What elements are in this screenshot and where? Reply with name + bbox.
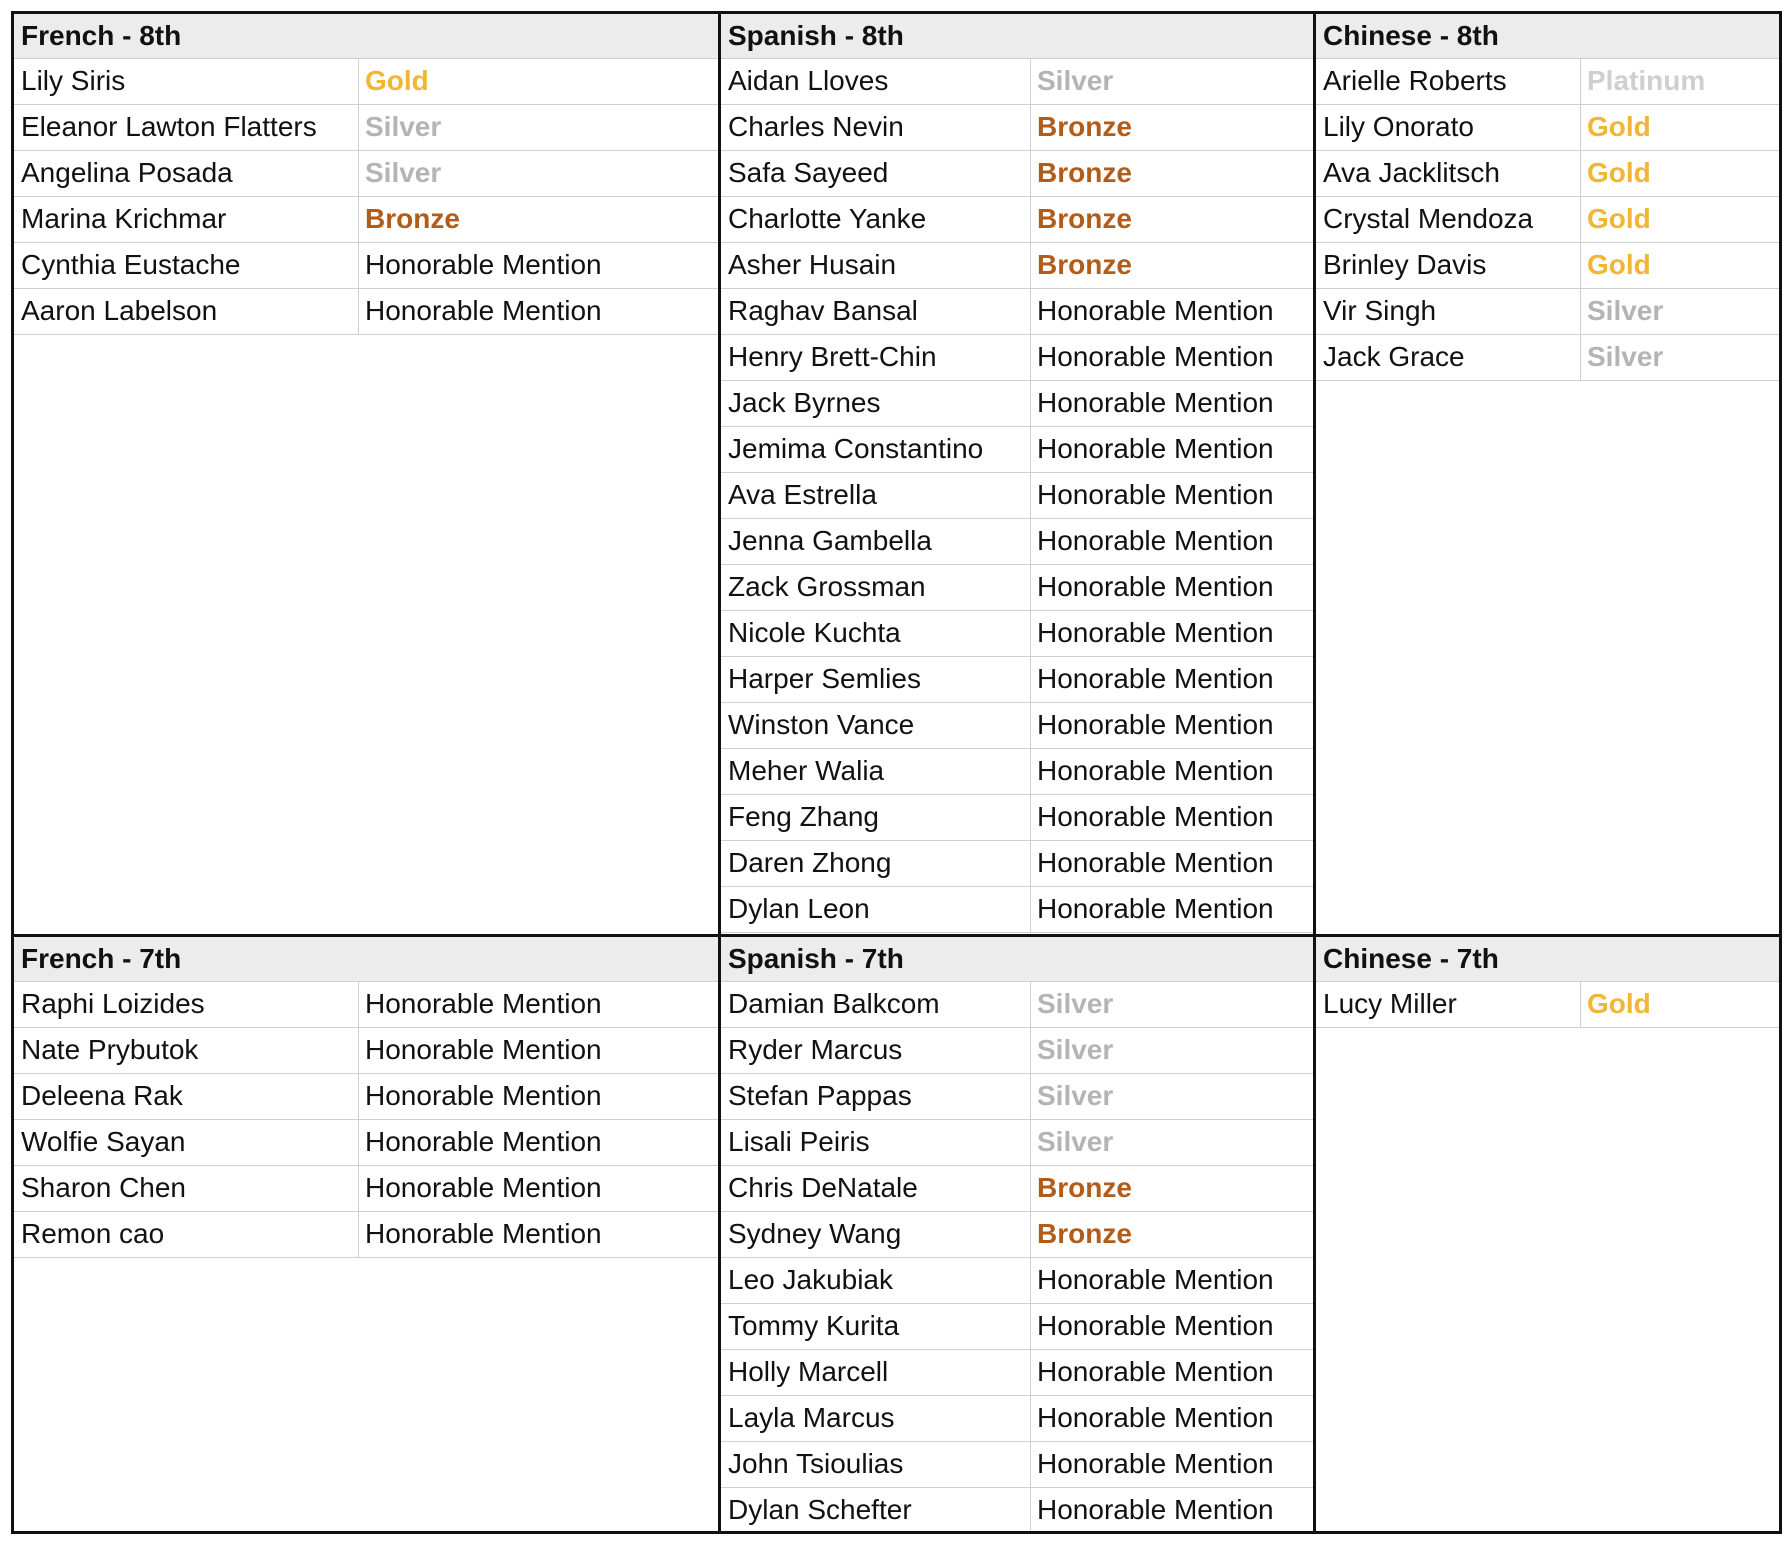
award-label: Silver	[365, 111, 442, 142]
student-name: Zack Grossman	[728, 571, 926, 602]
student-name: Ava Estrella	[728, 479, 877, 510]
column-divider	[1030, 749, 1031, 794]
award-label: Silver	[1037, 1126, 1114, 1157]
column-divider	[358, 59, 359, 104]
column-divider	[1030, 59, 1031, 104]
award-label: Silver	[1037, 1080, 1114, 1111]
student-name: Lily Siris	[21, 65, 126, 96]
table-row	[720, 749, 1315, 795]
student-name: John Tsioulias	[728, 1448, 904, 1479]
column-divider	[1030, 243, 1031, 288]
award-label: Honorable Mention	[365, 988, 602, 1019]
table-row	[720, 1166, 1315, 1212]
award-label: Bronze	[1037, 1172, 1132, 1203]
column-divider	[358, 1074, 359, 1119]
section-french-7th	[13, 936, 720, 1532]
table-row	[720, 151, 1315, 197]
divider-vertical-2	[1313, 11, 1316, 1534]
award-label: Honorable Mention	[1037, 893, 1274, 924]
divider-vertical-1	[718, 11, 721, 1534]
column-divider	[1030, 1488, 1031, 1533]
column-divider	[1030, 1074, 1031, 1119]
table-row	[1315, 335, 1781, 381]
column-divider	[1580, 105, 1581, 150]
student-name: Daren Zhong	[728, 847, 892, 878]
section-title: Spanish - 8th	[720, 13, 1315, 59]
table-row	[13, 59, 720, 105]
table-row	[720, 335, 1315, 381]
award-label: Honorable Mention	[1037, 1494, 1274, 1525]
student-name: Arielle Roberts	[1323, 65, 1507, 96]
student-name: Jack Byrnes	[728, 387, 881, 418]
table-row	[1315, 105, 1781, 151]
award-label: Platinum	[1587, 65, 1706, 96]
table-row	[720, 197, 1315, 243]
section-chinese-8th	[1315, 13, 1781, 936]
table-row	[720, 795, 1315, 841]
table-row	[13, 197, 720, 243]
divider-horizontal	[11, 934, 1782, 937]
table-row	[13, 1166, 720, 1212]
table-row	[720, 105, 1315, 151]
student-name: Jemima Constantino	[728, 433, 984, 464]
award-label: Bronze	[1037, 157, 1132, 188]
column-divider	[1580, 289, 1581, 334]
column-divider	[1580, 197, 1581, 242]
student-name: Leo Jakubiak	[728, 1264, 894, 1295]
student-name: Henry Brett-Chin	[728, 341, 937, 372]
award-label: Honorable Mention	[1037, 847, 1274, 878]
award-label: Honorable Mention	[1037, 341, 1274, 372]
student-name: Deleena Rak	[21, 1080, 183, 1111]
table-row	[720, 59, 1315, 105]
student-name: Angelina Posada	[21, 157, 233, 188]
student-name: Lucy Miller	[1323, 988, 1457, 1019]
table-row	[720, 982, 1315, 1028]
award-label: Honorable Mention	[1037, 433, 1274, 464]
student-name: Jenna Gambella	[728, 525, 932, 556]
student-name: Jack Grace	[1323, 341, 1465, 372]
award-label: Honorable Mention	[1037, 1264, 1274, 1295]
table-row	[720, 243, 1315, 289]
table-row	[720, 1074, 1315, 1120]
table-row	[720, 1396, 1315, 1442]
award-label: Honorable Mention	[365, 1080, 602, 1111]
student-name: Tommy Kurita	[728, 1310, 900, 1341]
award-label: Honorable Mention	[1037, 1448, 1274, 1479]
award-label: Silver	[1037, 988, 1114, 1019]
column-divider	[358, 1028, 359, 1073]
student-name: Aidan Lloves	[728, 65, 889, 96]
section-title: Chinese - 8th	[1315, 13, 1781, 59]
border-top	[11, 11, 1782, 14]
table-row	[13, 1120, 720, 1166]
table-row	[720, 1258, 1315, 1304]
column-divider	[1030, 1120, 1031, 1165]
section-title: Spanish - 7th	[720, 936, 1315, 982]
column-divider	[358, 1166, 359, 1211]
student-name: Lily Onorato	[1323, 111, 1474, 142]
table-row	[720, 657, 1315, 703]
table-row	[720, 1442, 1315, 1488]
award-label: Honorable Mention	[365, 1126, 602, 1157]
student-name: Marina Krichmar	[21, 203, 227, 234]
column-divider	[1030, 841, 1031, 886]
award-label: Silver	[365, 157, 442, 188]
table-row	[720, 1120, 1315, 1166]
section-spanish-8th	[720, 13, 1315, 936]
table-row	[1315, 59, 1781, 105]
student-name: Ryder Marcus	[728, 1034, 903, 1065]
column-divider	[1030, 1028, 1031, 1073]
section-title: French - 8th	[13, 13, 720, 59]
award-label: Honorable Mention	[1037, 387, 1274, 418]
column-divider	[358, 1212, 359, 1257]
student-name: Layla Marcus	[728, 1402, 895, 1433]
table-row	[720, 841, 1315, 887]
award-label: Honorable Mention	[1037, 1402, 1274, 1433]
student-name: Raphi Loizides	[21, 988, 205, 1019]
table-row	[13, 1074, 720, 1120]
student-name: Eleanor Lawton Flatters	[21, 111, 317, 142]
column-divider	[358, 289, 359, 334]
award-label: Honorable Mention	[1037, 571, 1274, 602]
table-row	[13, 1212, 720, 1258]
column-divider	[1580, 59, 1581, 104]
column-divider	[358, 105, 359, 150]
section-title: French - 7th	[13, 936, 720, 982]
award-label: Bronze	[1037, 111, 1132, 142]
column-divider	[1030, 795, 1031, 840]
student-name: Aaron Labelson	[21, 295, 218, 326]
column-divider	[1030, 473, 1031, 518]
column-divider	[1030, 335, 1031, 380]
table-row	[720, 611, 1315, 657]
table-row	[720, 887, 1315, 933]
table-row	[720, 1212, 1315, 1258]
table-row	[720, 381, 1315, 427]
column-divider	[1580, 243, 1581, 288]
award-label: Gold	[1587, 203, 1651, 234]
student-name: Remon cao	[21, 1218, 165, 1249]
column-divider	[1030, 519, 1031, 564]
award-label: Silver	[1587, 341, 1664, 372]
award-label: Gold	[1587, 249, 1651, 280]
student-name: Charles Nevin	[728, 111, 904, 142]
student-name: Meher Walia	[728, 755, 885, 786]
table-row	[720, 519, 1315, 565]
student-name: Asher Husain	[728, 249, 897, 280]
award-label: Silver	[1037, 65, 1114, 96]
award-label: Bronze	[1037, 203, 1132, 234]
table-row	[1315, 197, 1781, 243]
border-right	[1779, 11, 1782, 1534]
column-divider	[1030, 1258, 1031, 1303]
student-name: Wolfie Sayan	[21, 1126, 186, 1157]
column-divider	[1030, 427, 1031, 472]
student-name: Dylan Schefter	[728, 1494, 912, 1525]
student-name: Nicole Kuchta	[728, 617, 901, 648]
award-label: Bronze	[1037, 249, 1132, 280]
award-label: Bronze	[1037, 1218, 1132, 1249]
student-name: Brinley Davis	[1323, 249, 1487, 280]
student-name: Holly Marcell	[728, 1356, 889, 1387]
column-divider	[358, 982, 359, 1027]
column-divider	[1580, 335, 1581, 380]
table-row	[720, 1488, 1315, 1534]
award-label: Honorable Mention	[365, 295, 602, 326]
column-divider	[1030, 982, 1031, 1027]
student-name: Dylan Leon	[728, 893, 870, 924]
award-label: Gold	[1587, 111, 1651, 142]
table-row	[1315, 151, 1781, 197]
table-row	[720, 565, 1315, 611]
table-row	[720, 703, 1315, 749]
student-name: Crystal Mendoza	[1323, 203, 1534, 234]
column-divider	[1030, 1396, 1031, 1441]
award-label: Honorable Mention	[1037, 617, 1274, 648]
student-name: Vir Singh	[1323, 295, 1437, 326]
column-divider	[1030, 105, 1031, 150]
column-divider	[1030, 1212, 1031, 1257]
table-row	[1315, 289, 1781, 335]
award-label: Honorable Mention	[1037, 479, 1274, 510]
award-label: Honorable Mention	[365, 1218, 602, 1249]
table-row	[720, 473, 1315, 519]
award-label: Honorable Mention	[1037, 1310, 1274, 1341]
student-name: Lisali Peiris	[728, 1126, 870, 1157]
column-divider	[1030, 1166, 1031, 1211]
award-label: Honorable Mention	[1037, 1356, 1274, 1387]
column-divider	[1030, 289, 1031, 334]
column-divider	[1030, 1350, 1031, 1395]
column-divider	[1030, 151, 1031, 196]
award-label: Honorable Mention	[1037, 709, 1274, 740]
award-label: Gold	[1587, 157, 1651, 188]
table-row	[720, 289, 1315, 335]
table-row	[13, 105, 720, 151]
student-name: Feng Zhang	[728, 801, 879, 832]
student-name: Chris DeNatale	[728, 1172, 918, 1203]
student-name: Sharon Chen	[21, 1172, 187, 1203]
student-name: Raghav Bansal	[728, 295, 918, 326]
column-divider	[358, 243, 359, 288]
student-name: Ava Jacklitsch	[1323, 157, 1500, 188]
column-divider	[1030, 1442, 1031, 1487]
award-label: Honorable Mention	[1037, 755, 1274, 786]
award-label: Gold	[365, 65, 429, 96]
student-name: Cynthia Eustache	[21, 249, 241, 280]
section-chinese-7th	[1315, 936, 1781, 1532]
column-divider	[1580, 982, 1581, 1027]
award-label: Honorable Mention	[365, 249, 602, 280]
border-bottom	[11, 1531, 1782, 1534]
column-divider	[1030, 1304, 1031, 1349]
table-row	[13, 1028, 720, 1074]
column-divider	[1030, 703, 1031, 748]
student-name: Safa Sayeed	[728, 157, 889, 188]
award-label: Honorable Mention	[1037, 801, 1274, 832]
section-title: Chinese - 7th	[1315, 936, 1781, 982]
award-label: Silver	[1037, 1034, 1114, 1065]
student-name: Harper Semlies	[728, 663, 921, 694]
award-label: Silver	[1587, 295, 1664, 326]
award-label: Honorable Mention	[365, 1034, 602, 1065]
section-french-8th	[13, 13, 720, 936]
column-divider	[358, 1120, 359, 1165]
column-divider	[358, 197, 359, 242]
column-divider	[1030, 381, 1031, 426]
column-divider	[1030, 197, 1031, 242]
column-divider	[1580, 151, 1581, 196]
column-divider	[1030, 887, 1031, 932]
student-name: Winston Vance	[728, 709, 915, 740]
table-row	[13, 982, 720, 1028]
column-divider	[1030, 657, 1031, 702]
section-spanish-7th	[720, 936, 1315, 1532]
border-left	[11, 11, 14, 1534]
table-row	[720, 427, 1315, 473]
student-name: Sydney Wang	[728, 1218, 902, 1249]
student-name: Stefan Pappas	[728, 1080, 912, 1111]
award-label: Honorable Mention	[1037, 295, 1274, 326]
award-label: Honorable Mention	[1037, 525, 1274, 556]
table-row	[720, 1350, 1315, 1396]
award-label: Bronze	[365, 203, 460, 234]
student-name: Damian Balkcom	[728, 988, 940, 1019]
column-divider	[358, 151, 359, 196]
table-row	[720, 1028, 1315, 1074]
student-name: Nate Prybutok	[21, 1034, 199, 1065]
table-row	[13, 151, 720, 197]
award-label: Gold	[1587, 988, 1651, 1019]
table-row	[13, 243, 720, 289]
table-row	[13, 289, 720, 335]
table-row	[1315, 982, 1781, 1028]
column-divider	[1030, 611, 1031, 656]
column-divider	[1030, 565, 1031, 610]
table-row	[720, 1304, 1315, 1350]
award-label: Honorable Mention	[365, 1172, 602, 1203]
table-row	[1315, 243, 1781, 289]
award-label: Honorable Mention	[1037, 663, 1274, 694]
student-name: Charlotte Yanke	[728, 203, 927, 234]
